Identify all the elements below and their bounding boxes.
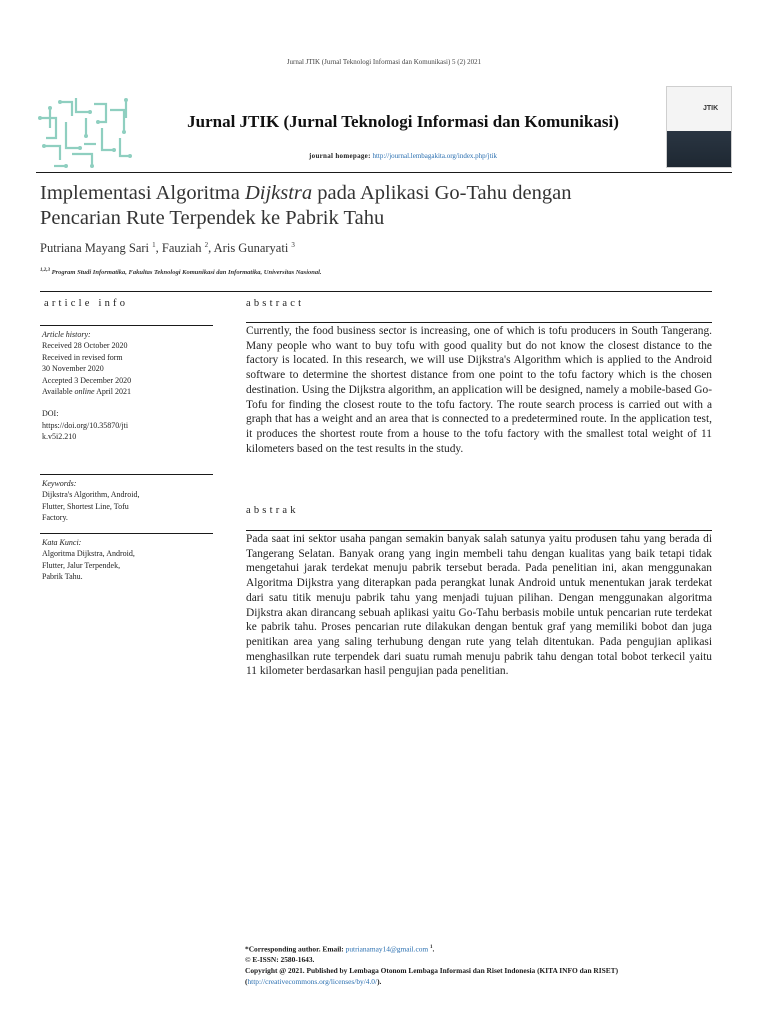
available-date: [42, 386, 214, 397]
author-sup: 1: [152, 241, 156, 249]
abstract-text: Currently, the food business sector is increasing, one of which is tofu producers in South Tangerang. Many people who want to buy tofu with good quality but do not know the closest distance to the factory is located. In this research, we will use Dijkstra's Algorithm which is applied to the Android software to determine the shortest distance from one point to the tofu factory which is the chosen destination. Using the Dijkstra algorithm, an application will be designed, namely a mobile-based Go-Tofu for finding the closest route to the tofu factory. The route search process is carried out with a graph that has a weight and an area that is connected to a predetermined route. In the application test, it produces the shortest route from a house to the tofu factory with the smallest total weight of 11 kilometers based on the test results in the study.: [246, 325, 712, 455]
header-rule: [40, 291, 712, 292]
author-list: Putriana Mayang Sari $^1$, Fauziah $^2$, Aris Gunaryati $^3$: [40, 241, 295, 256]
abstrak-text: Pada saat ini sektor usaha pangan semakin banyak salah satunya yaitu produsen tahu yang berada di Tangerang Selatan. Banyak orang yang ingin membeli tahu dengan kualitas yang baik tetapi tidak mengetahui jarak terdekat menuju pabrik tersebut berada. Pada penelitian ini, akan menggunakan Algoritma Dijkstra yang diterapkan pada perangkat lunak Android untuk menentukan jarak terdekat dari satu titik menuju pabrik tahu yang menjadi tujuan pilihan. Dengan menggunakan algoritma Dijkstra akan dirancang sebuah aplikasi yaitu Go-Tahu berbasis mobile untuk pencarian rute terdekat ke pabrik tahu. Proses pencarian rute dilakukan dengan bentuk graf yang memiliki bobot dan juga penitikan area yang saling terhubung dengan rute yang telah ditentukan. Pada pengujian aplikasi menghasilkan rute terpendek dari suatu rumah menuju pabrik tahu dengan total bobot terkecil yaitu 11 kilometer berdasarkan hasil pengujian pada penelitian.: [246, 533, 712, 678]
homepage-label: journal homepage:: [309, 152, 371, 160]
available-post: April 2021: [94, 387, 131, 397]
keywords-label: Keywords:: [42, 479, 77, 488]
corresponding-email[interactable]: putrianamay14@gmail.com: [345, 944, 429, 954]
corresponding-author: *Corresponding author. Email: putrianamay14@gmail.com $^1$.: [245, 944, 435, 954]
author-name: Putriana Mayang Sari: [40, 241, 150, 256]
journal-logo-icon: [36, 88, 136, 172]
kata-kunci-line: Algoritma Dijkstra, Android,: [42, 549, 135, 559]
revised-date: 30 November 2020: [42, 364, 104, 374]
history-label: Article history:: [42, 330, 91, 339]
title-text-3: Pencarian Rute Terpendek ke Pabrik Tahu: [40, 207, 385, 229]
copyright: Copyright @ 2021. Published by Lembaga Otonom Lembaga Informasi dan Riset Indonesia (KITA INFO dan RISET): [245, 966, 619, 976]
abstract-rule: [246, 322, 712, 323]
title-text-1: Implementasi Algoritma: [40, 182, 245, 204]
received-date: Received 28 October 2020: [42, 341, 128, 351]
corresponding-label: *Corresponding author. Email:: [245, 944, 346, 954]
license-open: (: [245, 977, 248, 987]
author-name: Aris Gunaryati: [213, 241, 289, 256]
abstrak-heading: abstrak: [246, 505, 299, 516]
keyword-line: Factory.: [42, 513, 68, 523]
journal-cover-thumbnail: [666, 86, 732, 168]
running-head: Jurnal JTIK (Jurnal Teknologi Informasi dan Komunikasi) 5 (2) 2021: [286, 58, 482, 66]
abstract-heading: abstract: [246, 298, 305, 309]
keyword-line: Dijkstra's Algorithm, Android,: [42, 490, 140, 500]
accepted-date: Accepted 3 December 2020: [42, 375, 132, 385]
doi-label: DOI:: [42, 409, 59, 419]
keyword-line: Flutter, Shortest Line, Tofu: [42, 501, 129, 511]
kata-kunci-section: [42, 537, 214, 583]
corresponding-sup: 1: [430, 945, 433, 950]
title-text-2: pada Aplikasi Go-Tahu dengan: [312, 182, 572, 204]
doi-link[interactable]: https://doi.org/10.35870/jti: [42, 420, 129, 430]
journal-homepage: [148, 152, 658, 160]
journal-banner: [36, 80, 732, 173]
author-sup: 3: [291, 241, 295, 249]
license: [245, 976, 755, 987]
article-info-heading: article info: [44, 298, 129, 309]
title-italic: Dijkstra: [244, 182, 313, 204]
license-link[interactable]: http://creativecommons.org/licenses/by/4.0/: [247, 977, 378, 987]
article-info-rule: [40, 325, 213, 326]
abstrak-rule: [246, 530, 712, 531]
author-name: Fauziah: [161, 241, 202, 256]
keywords-rule: [40, 474, 213, 475]
eissn: © E-ISSN: 2580-1643.: [245, 955, 315, 965]
affiliation: [40, 268, 322, 276]
cover-title: JTIK: [703, 105, 719, 112]
kata-kunci-rule: [40, 533, 213, 534]
available-online: online: [74, 387, 95, 397]
keywords-section: [42, 478, 214, 524]
journal-title: Jurnal JTIK (Jurnal Teknologi Informasi dan Komunikasi): [187, 112, 619, 131]
revised-label: Received in revised form: [42, 352, 123, 362]
kata-kunci-label: Kata Kunci:: [42, 538, 82, 547]
license-close: ).: [377, 977, 382, 987]
affiliation-text: Program Studi Informatika, Fakultas Teknologi Komunikasi dan Informatika, Universitas Nasional.: [51, 269, 322, 277]
affiliation-sup: 1,2,3: [40, 268, 50, 273]
article-history: [42, 329, 214, 443]
kata-kunci-line: Flutter, Jalur Terpendek,: [42, 560, 121, 570]
kata-kunci-line: Pabrik Tahu.: [42, 572, 83, 582]
available-pre: Available: [42, 387, 75, 397]
paper-title: [40, 181, 720, 231]
author-sup: 2: [204, 241, 209, 249]
footnotes: [245, 942, 755, 987]
homepage-link[interactable]: http://journal.lembagakita.org/index.php/jtik: [372, 152, 497, 160]
doi-link-cont[interactable]: k.v5i2.210: [42, 432, 77, 442]
